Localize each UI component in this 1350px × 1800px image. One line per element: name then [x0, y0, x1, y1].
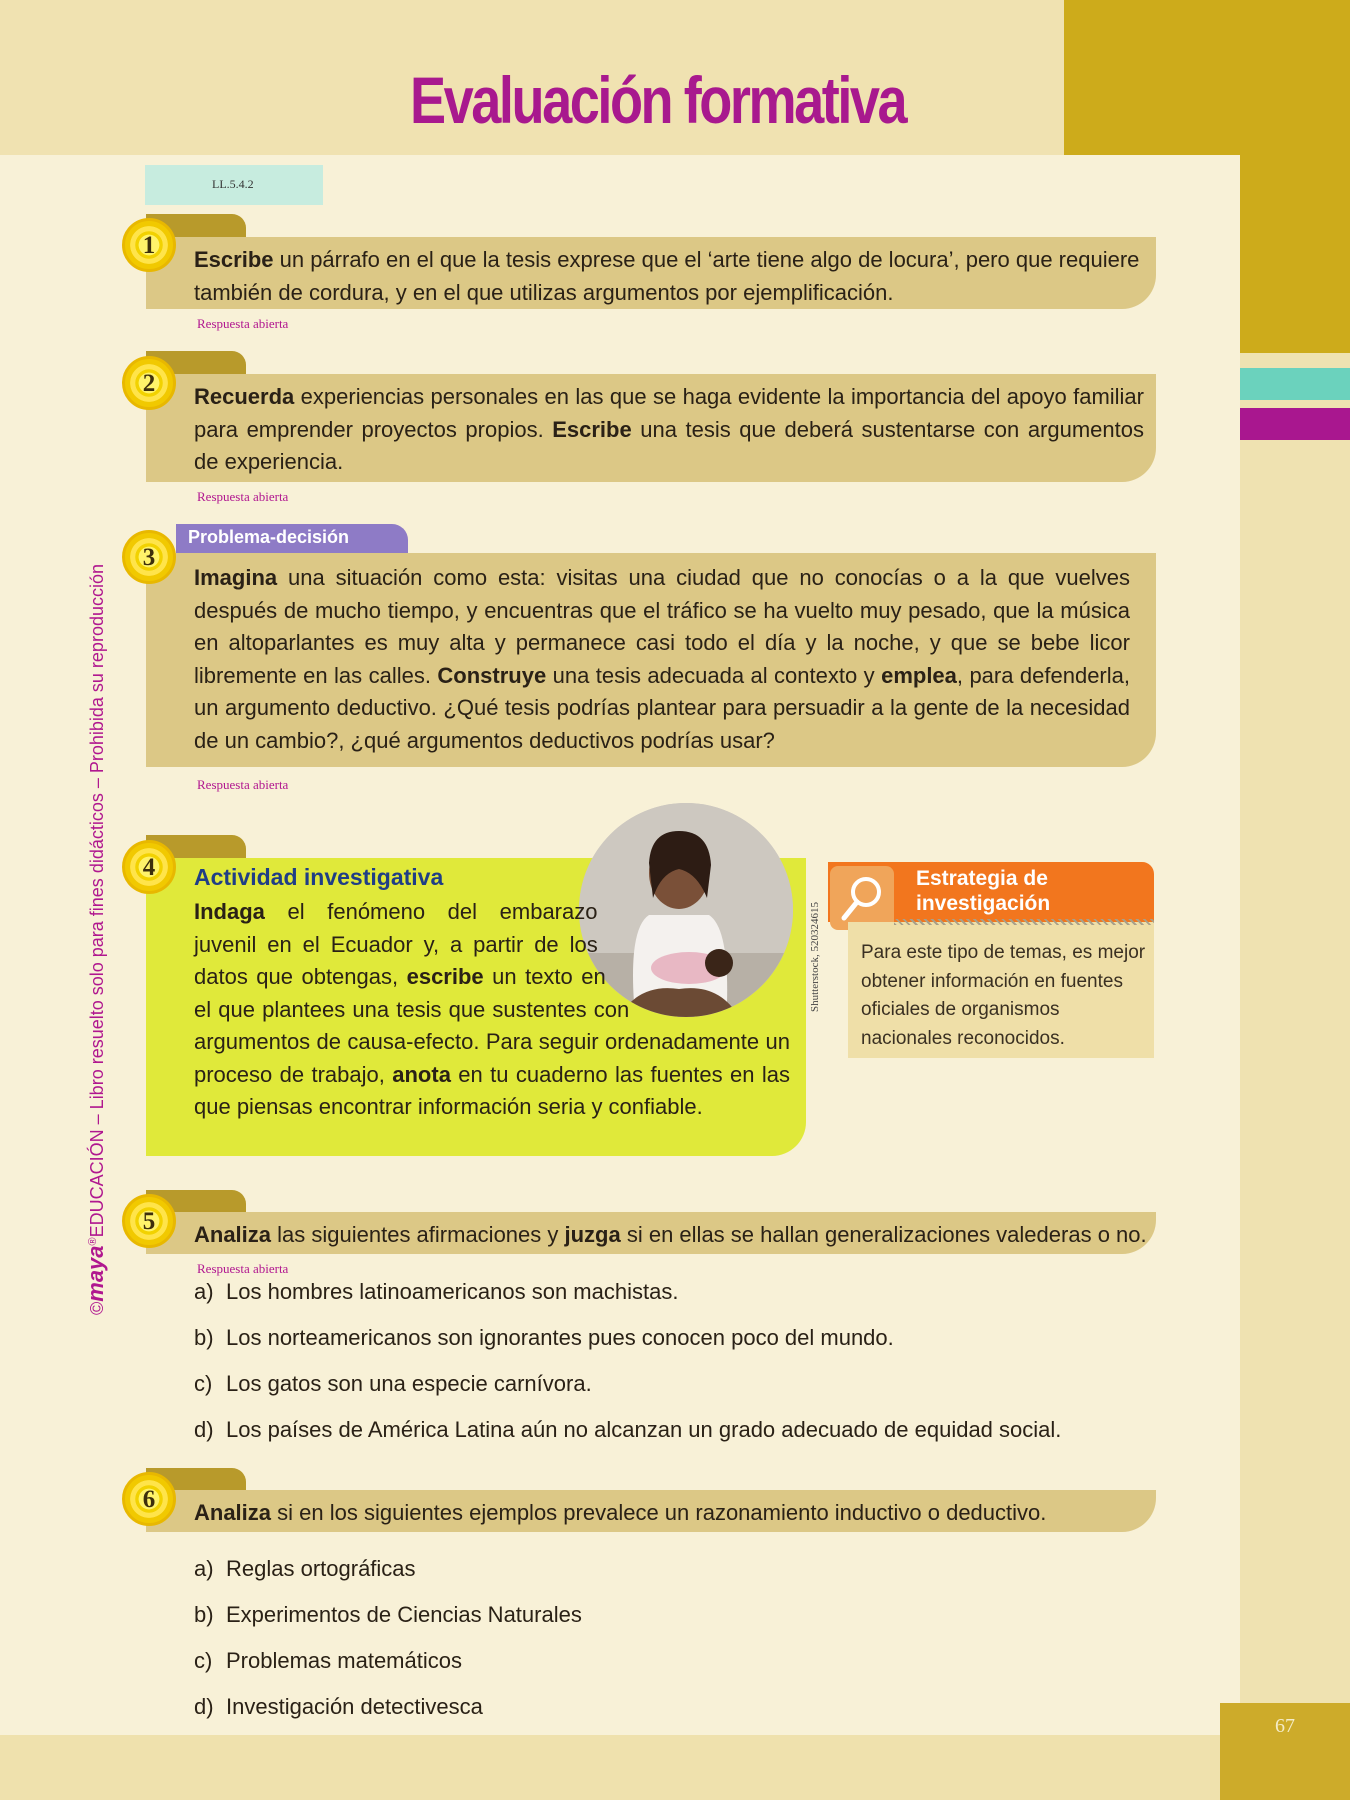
activity-4-heading: Actividad investigativa	[194, 864, 444, 890]
bold-verb: Indaga	[194, 899, 265, 924]
footer-band	[0, 1735, 1220, 1800]
strategy-title	[916, 866, 1146, 916]
item-text: Problemas matemáticos	[226, 1648, 462, 1673]
list-item	[194, 1417, 1061, 1443]
item-letter: a)	[194, 1279, 214, 1304]
activity-5-number: 5	[122, 1194, 176, 1248]
copyright-symbol: ©	[87, 1301, 107, 1315]
list-item	[194, 1602, 582, 1628]
activity-1-text: Escribe un párrafo en el que la tesis exprese que el ‘arte tiene algo de locura’, pero que requiere también de cordura, y en el que utilizas argumentos por ejemplificación.	[194, 247, 1140, 305]
activity-4-number: 4	[122, 840, 176, 894]
item-text: Los países de América Latina aún no alcanzan un grado adecuado de equidad social.	[226, 1417, 1062, 1442]
side-copyright-text	[83, 475, 109, 1315]
magnifier-glyph	[830, 866, 894, 930]
bold-verb: Analiza	[194, 1222, 272, 1247]
activity-2-number: 2	[122, 356, 176, 410]
skill-code: LL.5.4.2	[212, 177, 254, 191]
activity-6-number: 6	[122, 1472, 176, 1526]
page-title: Evaluación formativa	[410, 63, 906, 137]
activity-3-answer: Respuesta abierta	[197, 777, 289, 792]
item-text: Los gatos son una especie carnívora.	[226, 1371, 592, 1396]
magnifier-icon	[830, 866, 894, 930]
activity-2-text: Recuerda experiencias personales en las que se haga evidente la importancia del apoyo familiar para emprender proyectos propios. Escribe una tesis que deberá sustentarse con argumentos de experiencia.	[194, 384, 1144, 474]
teal-section-tab	[1240, 368, 1350, 400]
strategy-body: Para este tipo de temas, es mejor obtener información en fuentes oficiales de organismos nacionales reconocidos.	[861, 942, 1146, 1049]
registered-mark: ®	[87, 1237, 99, 1246]
item-letter: c)	[194, 1371, 213, 1396]
item-text: Experimentos de Ciencias Naturales	[226, 1602, 582, 1627]
copyright-notice: EDUCACIÓN – Libro resuelto solo para fines didácticos – Prohibida su reproducción	[87, 564, 107, 1238]
item-letter: d)	[194, 1694, 214, 1719]
activity-1-number: 1	[122, 218, 176, 272]
bold-verb: escribe	[406, 964, 484, 989]
list-item	[194, 1279, 678, 1305]
bold-verb: anota	[392, 1061, 451, 1087]
problem-decision-label: Problema-decisión	[188, 527, 350, 547]
item-text: Investigación detectivesca	[226, 1694, 483, 1719]
photo-credit: Shutterstock, 520324615	[809, 902, 821, 1012]
item-text: Reglas ortográficas	[226, 1556, 416, 1581]
bold-verb: Imagina	[194, 565, 278, 590]
activity-5-answer: Respuesta abierta	[197, 1261, 289, 1276]
item-letter: c)	[194, 1648, 213, 1673]
item-letter: b)	[194, 1602, 214, 1627]
activity-3-number: 3	[122, 530, 176, 584]
activity-4-parts: Indaga el fenómeno del embarazo juvenil en el Ecuador y, a partir de los datos que obtengas, escribe un texto en el que plantees una tesis que sustentes con argumentos de causa-efecto. Para seguir ordenadamente un proceso de trabajo, anota en tu cuaderno las fuentes en las que piensas encontrar información seria y confiable.	[194, 899, 790, 1119]
item-text: Los hombres latinoamericanos son machistas.	[226, 1279, 679, 1304]
strategy-title-line1: Estrategia de	[916, 867, 1048, 890]
activity-3-text: Imagina una situación como esta: visitas una ciudad que no conocías o a la que vuelves después de mucho tiempo, y encuentras que el tráfico se ha vuelto muy pesado, que la música en altoparlantes es muy alta y permanece casi todo el día y la noche, y que se bebe licor libremente en las calles. Construye una tesis adecuada al contexto y emplea, para defenderla, un argumento deductivo. ¿Qué tesis podrías plantear para persuadir a la gente de la necesidad de un cambio?, ¿qué argumentos deductivos podrías usar?	[194, 565, 1130, 753]
brand-logo-text: maya	[83, 1245, 108, 1302]
bold-verb: Escribe	[552, 416, 632, 442]
strategy-divider	[894, 919, 1154, 925]
bold-verb: Construye	[437, 662, 547, 688]
bold-verb: Analiza	[194, 1500, 272, 1525]
item-text: Los norteamericanos son ignorantes pues conocen poco del mundo.	[226, 1325, 894, 1350]
right-margin-strip	[1240, 353, 1350, 1800]
activity-5-text: Analiza las siguientes afirmaciones y juzga si en ellas se hallan generalizaciones valederas o no.	[194, 1222, 1147, 1247]
activity-1-answer: Respuesta abierta	[197, 316, 289, 331]
strategy-title-line2: investigación	[916, 892, 1051, 915]
page-number: 67	[1275, 1715, 1295, 1737]
list-item	[194, 1325, 894, 1351]
bold-verb: Escribe	[194, 247, 274, 272]
list-item	[194, 1556, 416, 1582]
list-item	[194, 1371, 592, 1397]
list-item	[194, 1694, 483, 1720]
bold-verb: emplea	[881, 662, 957, 688]
list-item	[194, 1648, 462, 1674]
item-letter: b)	[194, 1325, 214, 1350]
activity-4-text	[194, 896, 790, 1124]
bold-verb: Recuerda	[194, 384, 295, 409]
item-letter: a)	[194, 1556, 214, 1581]
bold-verb: juzga	[564, 1222, 621, 1247]
magenta-section-tab	[1240, 408, 1350, 440]
activity-6-text: Analiza si en los siguientes ejemplos prevalece un razonamiento inductivo o deductivo.	[194, 1500, 1047, 1525]
item-letter: d)	[194, 1417, 214, 1442]
activity-2-answer: Respuesta abierta	[197, 489, 289, 504]
